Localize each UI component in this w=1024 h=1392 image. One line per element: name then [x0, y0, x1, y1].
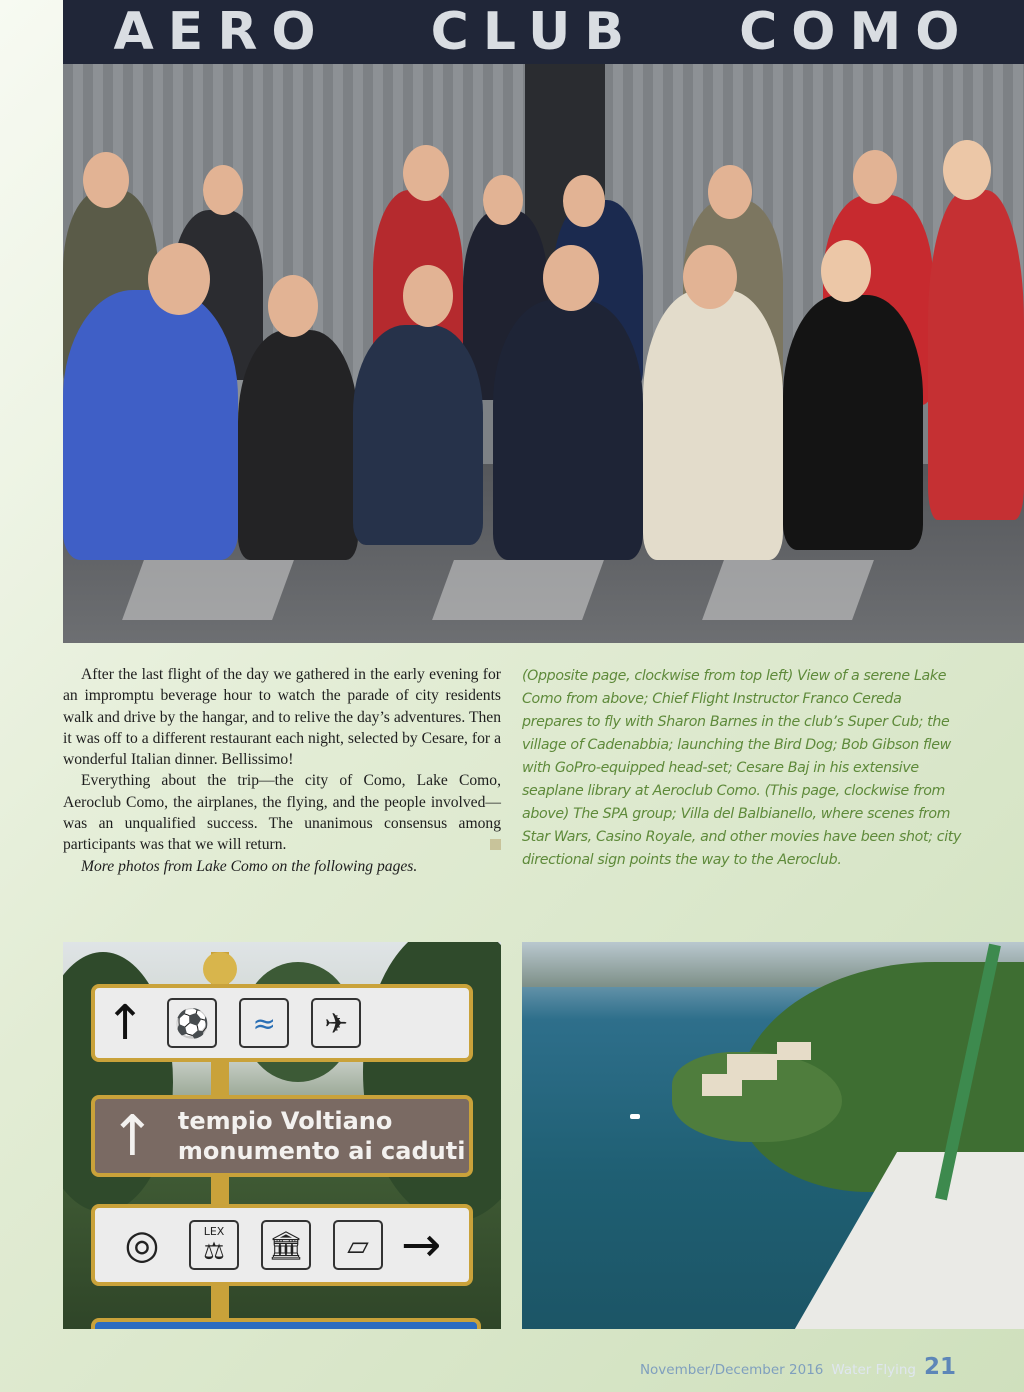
more-photos-note: More photos from Lake Como on the following pages.: [81, 857, 418, 875]
hangar-sign-word: COMO: [739, 2, 974, 62]
person: [353, 325, 483, 545]
body-paragraph: [63, 770, 501, 855]
sign-middle-panel: [91, 1095, 473, 1177]
sign-line-1: tempio Voltiano: [177, 1107, 393, 1135]
body-paragraph: After the last flight of the day we gathered in the early evening for an impromptu beverage hour to watch the parade of city residents walk and drive by the hangar, and to relive the day’s adventures. Then it was off to a different restaurant each night, selected by Cesare, for a wonderful Italian dinner. Bellissimo!: [63, 666, 501, 769]
person-head: [203, 165, 243, 215]
museum-icon: 🏛: [261, 1220, 311, 1270]
person: [493, 300, 643, 560]
railway-icon: ▱: [333, 1220, 383, 1270]
page-number: 21: [923, 1354, 956, 1380]
boat: [630, 1114, 640, 1119]
soccer-ball-icon: ⚽: [167, 998, 217, 1048]
person-head: [268, 275, 318, 337]
villa-balbianello-aerial-photo: [522, 942, 1024, 1329]
person-head: [403, 145, 449, 201]
hangar-sign-word: AERO: [113, 2, 330, 62]
arrow-right-icon: →: [401, 1217, 442, 1273]
end-of-article-mark: [490, 839, 501, 850]
person-head: [543, 245, 599, 311]
person: [643, 290, 783, 560]
person-head: [821, 240, 871, 302]
photo-caption: (Opposite page, clockwise from top left) View of a serene Lake Como from above; Chief Flight Instructor Franco Cereda prepares to fly with Sharon Barnes in the club’s Super Cub; the village of Cadenabbia; launching the Bird Dog; Bob Gibson flew with GoPro-equipped head-set; Cesare Baj in his extensive seaplane library at Aeroclub Como. (This page, clockwise from above) The SPA group; Villa del Balbianello, where scenes from Star Wars, Casino Royale, and other movies have been shot; city directional sign points the way to the Aeroclub.: [522, 668, 962, 868]
crosswalk-stripe: [432, 560, 604, 620]
person-head: [563, 175, 605, 227]
sign-post-cap: [203, 952, 237, 986]
arrow-up-icon: ↑: [109, 1103, 156, 1169]
body-paragraph-text: Everything about the trip—the city of Como, Lake Como, Aeroclub Como, the airplanes, the flying, and the people involved—was an unqualified success. The unanimous consensus among participants was that we will return.: [63, 772, 501, 854]
person: [63, 290, 238, 560]
person-head: [83, 152, 129, 208]
person-head: [683, 245, 737, 309]
target-icon: ◎: [124, 1222, 160, 1268]
sign-line-2: monumento ai caduti: [177, 1137, 466, 1165]
arrow-up-icon: ↑: [105, 995, 146, 1051]
sign-bottom-panel: [91, 1204, 473, 1286]
issue-date: November/December 2016: [639, 1362, 824, 1378]
article-body: [63, 664, 501, 877]
scales-icon: ⚖: [203, 1237, 225, 1265]
crosswalk-stripe: [122, 560, 294, 620]
sign-blue-panel: [91, 1318, 481, 1329]
person-head: [853, 150, 897, 204]
person: [238, 330, 358, 560]
courthouse-scales-icon: [189, 1220, 239, 1270]
person: [928, 190, 1024, 520]
crosswalk-stripe: [702, 560, 874, 620]
sign-top-panel: [91, 984, 473, 1062]
group-photo: [63, 0, 1024, 643]
water-waves-icon: ≈: [239, 998, 289, 1048]
villa-building: [702, 1074, 742, 1096]
person-head: [148, 243, 210, 315]
hangar-sign-word: CLUB: [430, 2, 638, 62]
person-head: [708, 165, 752, 219]
publication-name: Water Flying: [831, 1362, 916, 1378]
person-head: [483, 175, 523, 225]
page-footer: [640, 1354, 956, 1380]
sign-text: [178, 1106, 466, 1166]
lex-label: LEX: [203, 1225, 225, 1238]
seaplane-wing: [747, 1152, 1024, 1329]
person-head: [943, 140, 991, 200]
person: [783, 295, 923, 550]
seaplane-icon: ✈: [311, 998, 361, 1048]
hangar-sign: [63, 0, 1024, 64]
person-head: [403, 265, 453, 327]
directional-sign-photo: [63, 942, 501, 1329]
villa-building: [777, 1042, 811, 1060]
